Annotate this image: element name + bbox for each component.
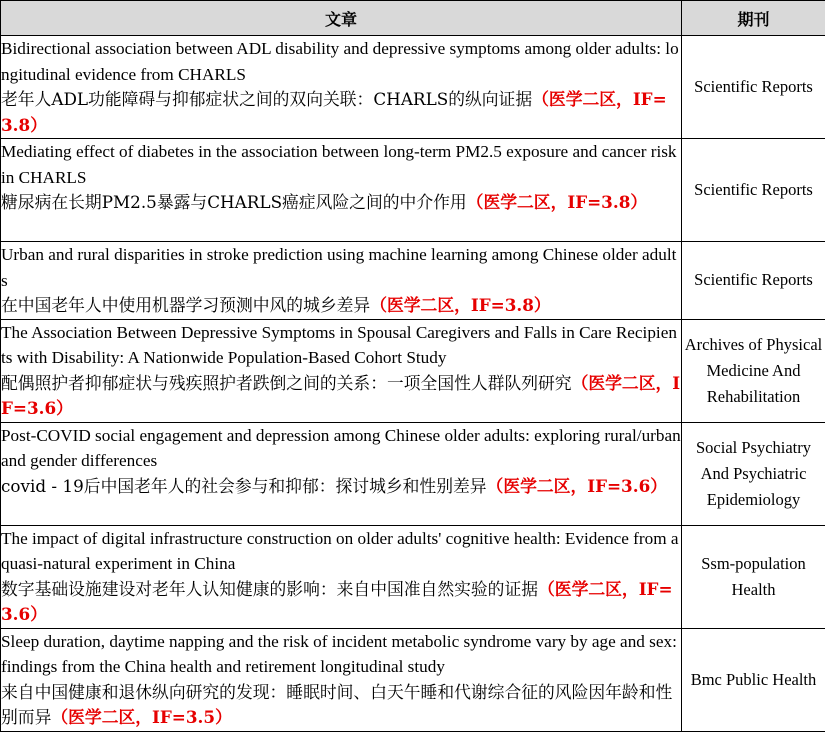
journal-cell: Archives of Physical Medicine And Rehabilitation: [682, 319, 825, 422]
article-title-en: Bidirectional association between ADL disability and depressive symptoms among older adults: longitudinal evidence from CHARLS: [1, 39, 679, 84]
table-row: [1, 36, 825, 139]
article-title-zh: 数字基础设施建设对老年人认知健康的影响：来自中国准自然实验的证据: [1, 579, 538, 599]
article-title-en: The Association Between Depressive Symptoms in Spousal Caregivers and Falls in Care Recipients with Disability: A Nationwide Population-Based Cohort Study: [1, 323, 677, 368]
article-title-en: Urban and rural disparities in stroke prediction using machine learning among Chinese older adults: [1, 245, 676, 290]
article-rank-note: （医学二区，IF=3.8）: [1, 89, 667, 135]
article-title-zh: 来自中国健康和退休纵向研究的发现：睡眠时间、白天午睡和代谢综合征的风险因年龄和性别而异: [1, 682, 672, 728]
article-rank-note: （医学二区，IF=3.6）: [487, 476, 668, 496]
article-cell: [1, 139, 682, 242]
article-title-zh: 在中国老年人中使用机器学习预测中风的城乡差异: [1, 295, 370, 315]
article-title-en: Mediating effect of diabetes in the association between long-term PM2.5 exposure and cancer risk in CHARLS: [1, 142, 677, 187]
article-cell: [1, 628, 682, 731]
table-row: [1, 422, 825, 525]
journal-cell: Scientific Reports: [682, 242, 825, 320]
article-title-zh: 糖尿病在长期PM2.5暴露与CHARLS癌症风险之间的中介作用: [1, 192, 467, 212]
article-rank-note: （医学二区，IF=3.8）: [467, 192, 648, 212]
journal-cell: Ssm-population Health: [682, 525, 825, 628]
article-title-zh: 老年人ADL功能障碍与抑郁症状之间的双向关联：CHARLS的纵向证据: [1, 89, 532, 109]
journal-cell: Social Psychiatry And Psychiatric Epidemiology: [682, 422, 825, 525]
article-cell: [1, 242, 682, 320]
article-title-en: The impact of digital infrastructure construction on older adults' cognitive health: Evidence from a quasi-natural experiment in China: [1, 529, 679, 574]
article-cell: [1, 422, 682, 525]
article-rank-note: （医学二区，IF=3.8）: [370, 295, 551, 315]
table-row: [1, 242, 825, 320]
article-cell: [1, 319, 682, 422]
table-row: [1, 139, 825, 242]
header-journal: 期刊: [682, 1, 825, 36]
article-title-en: Post-COVID social engagement and depression among Chinese older adults: exploring rural/urban and gender differences: [1, 426, 681, 471]
article-rank-note: （医学二区，IF=3.6）: [1, 579, 673, 625]
article-cell: [1, 36, 682, 139]
article-rank-note: （医学二区，IF=3.6）: [1, 373, 680, 419]
article-cell: [1, 525, 682, 628]
article-rank-note: （医学二区，IF=3.5）: [51, 707, 232, 727]
journal-cell: Scientific Reports: [682, 139, 825, 242]
table-row: [1, 525, 825, 628]
article-title-en: Sleep duration, daytime napping and the risk of incident metabolic syndrome vary by age and sex: findings from the China health and retirement longitudinal study: [1, 632, 677, 677]
table-row: [1, 319, 825, 422]
article-title-zh: 配偶照护者抑郁症状与残疾照护者跌倒之间的关系：一项全国性人群队列研究: [1, 373, 572, 393]
header-article: 文章: [1, 1, 682, 36]
journal-cell: Scientific Reports: [682, 36, 825, 139]
article-title-zh: covid - 19后中国老年人的社会参与和抑郁：探讨城乡和性别差异: [1, 476, 487, 496]
journal-cell: Bmc Public Health: [682, 628, 825, 731]
table-row: [1, 628, 825, 731]
header-row: [1, 1, 825, 36]
